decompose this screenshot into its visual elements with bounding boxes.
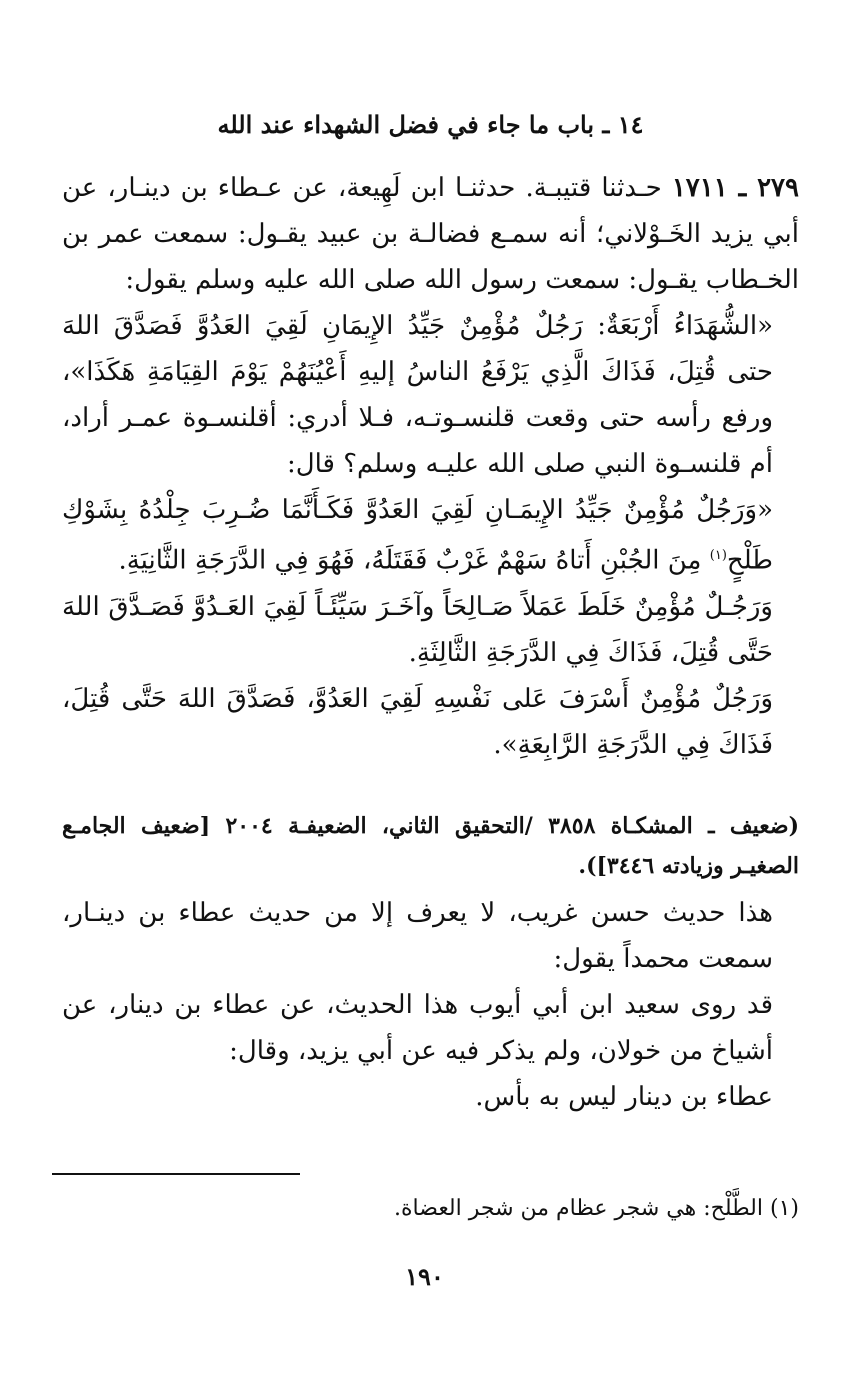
hadith-matn-2-cont: مِنَ الجُبْنِ أَتاهُ سَهْمٌ غَرْبٌ فَقَتَلَهُ، فَهُوَ فِي الدَّرَجَةِ الثَّانِيَةِ. <box>118 545 702 576</box>
hadith-grading: (ضعيف ـ المشكـاة ٣٨٥٨ /التحقيق الثاني، الضعيفـة ٢٠٠٤ [ضعيف الجامـع الصغيـر وزيادته ٣٤٤٦]). <box>62 813 799 879</box>
hadith-matn-2: «وَرَجُلٌ مُؤْمِنٌ جَيِّدُ الإِيمَـانِ لَقِيَ العَدُوَّ فَكَـأَنَّمَا ضُـرِبَ جِلْدُهُ بِشَوْكِ طَلْحٍ <box>62 495 773 576</box>
hadith-isnad-paragraph <box>62 165 799 303</box>
commentary-paragraph-1: هذا حديث حسن غريب، لا يعرف إلا من حديث عطاء بن دينـار، سمعت محمداً يقول: <box>62 898 773 974</box>
footnote-marker: (١) <box>769 1196 799 1221</box>
commentary-paragraph-3: عطاء بن دينار ليس به بأس. <box>475 1082 773 1112</box>
footnote-text: الطَّلْح: هي شجر عظام من شجر العضاة. <box>394 1196 763 1221</box>
footnote-divider <box>52 1173 300 1175</box>
page-number: ١٩٠ <box>405 1262 444 1291</box>
hadith-number: ٢٧٩ ـ ١٧١١ <box>671 173 799 203</box>
hadith-matn-1: «الشُّهَدَاءُ أَرْبَعَةٌ: رَجُلٌ مُؤْمِنٌ جَيِّدُ الإِيمَانِ لَقِيَ العَدُوَّ فَصَدَّقَ اللهَ حتى قُتِلَ، فَذَاكَ الَّذِي يَرْفَعُ الناسُ إليهِ أَعْيُنَهُمْ يَوْمَ القِيَامَةِ هَكَذَا»، ورفع رأسه حتى وقعت قلنسـوتـه، فـلا أدري: أقلنسـوة عمـر أراد، أم قلنسـوة النبي صلى الله عليـه وسلم؟ قال: <box>62 311 773 479</box>
hadith-matn-2-paragraph <box>62 487 799 584</box>
hadith-matn-4: وَرَجُلٌ مُؤْمِنٌ أَسْرَفَ عَلى نَفْسِهِ لَقِيَ العَدُوَّ، فَصَدَّقَ اللهَ حَتَّى قُتِلَ، فَذَاكَ فِي الدَّرَجَةِ الرَّابِعَةِ». <box>62 683 773 760</box>
footnote-line <box>62 1192 799 1226</box>
footnote-reference: (١) <box>709 548 727 563</box>
commentary-paragraph-2: قد روى سعيد ابن أبي أيوب هذا الحديث، عن عطاء بن دينار، عن أشياخ من خولان، ولم يذكر فيه عن أبي يزيد، وقال: <box>62 990 773 1066</box>
chapter-heading: ١٤ ـ باب ما جاء في فضل الشهداء عند الله <box>217 110 644 139</box>
commentary <box>62 890 799 1120</box>
hadith-isnad: حـدثنا قتيبـة. حدثنـا ابن لَهِيعة، عن عـطاء بن دينـار، عن أبي يزيد الخَـوْلاني؛ أنه سمـع فضالـة بن عبيد يقـول: سمعت عمر بن الخـطاب يقـول: سمعت رسول الله صلى الله عليه وسلم يقول: <box>62 173 799 295</box>
footnote <box>62 1192 799 1226</box>
hadith-matn-3: وَرَجُـلٌ مُؤْمِنٌ خَلَطَ عَمَلاً صَـالِحَاً وآخَـرَ سَيِّئَـاً لَقِيَ العَـدُوَّ فَصَـدَّقَ اللهَ حَتَّى قُتِلَ، فَذَاكَ فِي الدَّرَجَةِ الثَّالِثَةِ. <box>62 591 773 668</box>
hadith-block <box>62 165 799 768</box>
